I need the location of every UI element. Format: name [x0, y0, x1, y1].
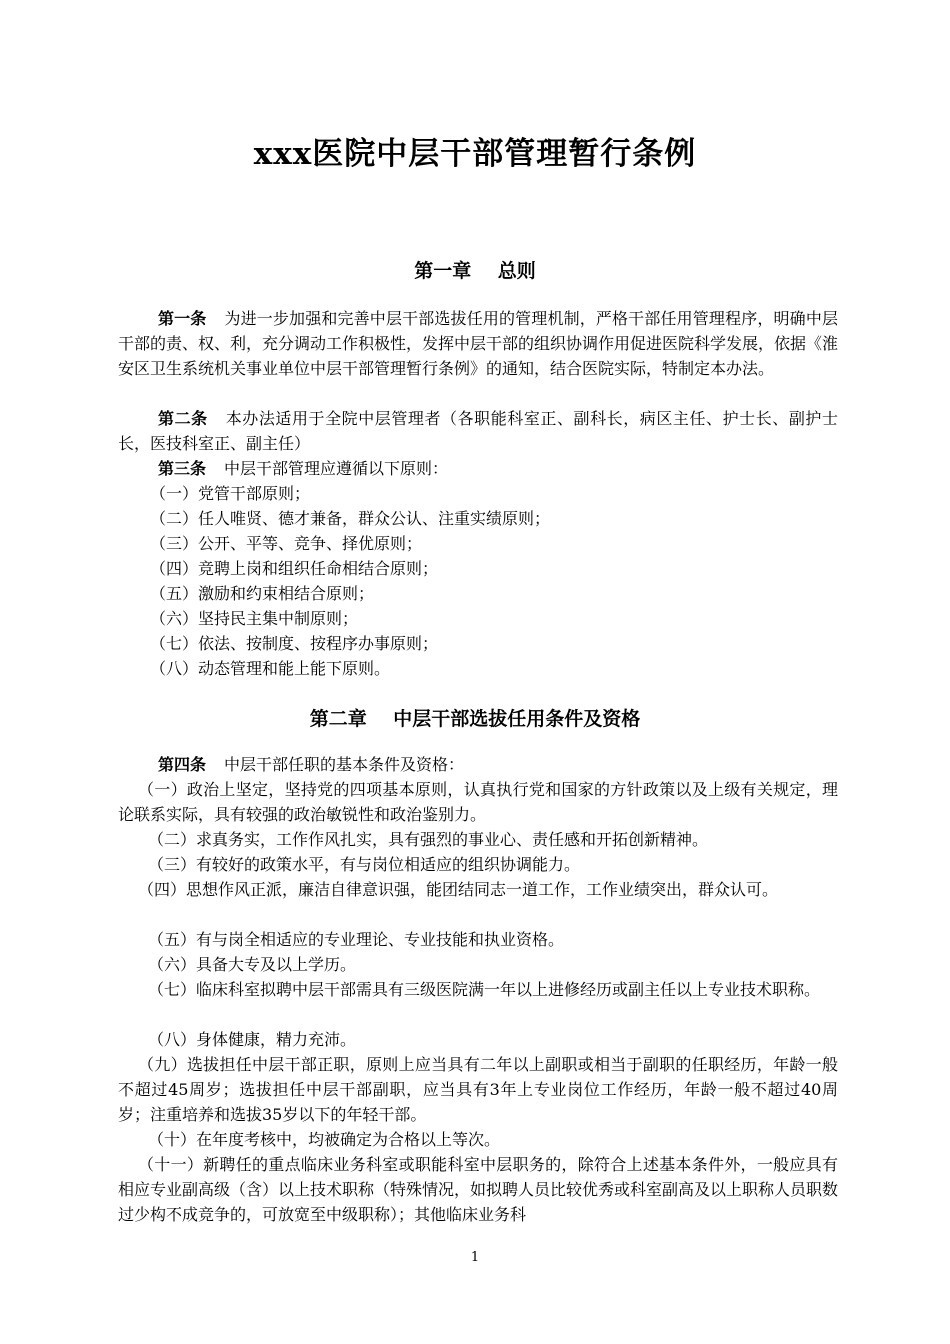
condition-item: （五）有与岗全相适应的专业理论、专业技能和执业资格。	[148, 930, 565, 949]
principle-item: （六）坚持民主集中制原则；	[150, 609, 359, 628]
article-4-label: 第四条	[158, 755, 207, 774]
condition-item: （十）在年度考核中，均被确定为合格以上等次。	[148, 1130, 501, 1149]
condition-item: （九）选拔担任中层干部正职，原则上应当具有二年以上副职或相当于副职的任职经历，年龄一般不超过45周岁；选拔担任中层干部副职，应当具有3年上专业岗位工作经历，年龄一般不超过40周岁；注重培养和选拔35岁以下的年轻干部。	[118, 1055, 838, 1124]
condition-item: （二）求真务实，工作作风扎实，具有强烈的事业心、责任感和开拓创新精神。	[148, 830, 709, 849]
article-1	[118, 306, 838, 381]
condition-item: （六）具备大专及以上学历。	[148, 955, 357, 974]
chapter-heading-2: 第二章 中层干部选拔任用条件及资格	[309, 708, 641, 730]
article-3	[118, 456, 838, 481]
condition-item: （十一）新聘任的重点临床业务科室或职能科室中层职务的，除符合上述基本条件外，一般应具有相应专业副高级（含）以上技术职称（特殊情况，如拟聘人员比较优秀或科室副高及以上职称人员职数过少构不成竞争的，可放宽至中级职称）；其他临床业务科	[118, 1155, 839, 1224]
article-2	[118, 406, 838, 456]
principle-item: （五）激励和约束相结合原则；	[150, 584, 375, 603]
page-number: 1	[470, 1250, 480, 1265]
condition-item: （七）临床科室拟聘中层干部需具有三级医院满一年以上进修经历或副主任以上专业技术职称。	[148, 980, 821, 999]
condition-item: （八）身体健康，精力充沛。	[148, 1030, 357, 1049]
principle-item: （二）任人唯贤、德才兼备，群众公认、注重实绩原则；	[150, 509, 551, 528]
article-3-label: 第三条	[158, 459, 207, 478]
principle-item: （八）动态管理和能上能下原则。	[150, 659, 391, 678]
article-2-text: 本办法适用于全院中层管理者（各职能科室正、副科长，病区主任、护士长、副护士长，医技科室正、副主任）	[118, 409, 838, 453]
article-3-text: 中层干部管理应遵循以下原则：	[224, 459, 449, 478]
condition-item: （一）政治上坚定，坚持党的四项基本原则，认真执行党和国家的方针政策以及上级有关规定，理论联系实际，具有较强的政治敏锐性和政治鉴别力。	[118, 780, 838, 824]
principle-item: （三）公开、平等、竞争、择优原则；	[150, 534, 423, 553]
document-title: xxx医院中层干部管理暂行条例	[253, 136, 697, 172]
chapter-heading-1: 第一章 总则	[414, 260, 536, 282]
article-4	[118, 752, 838, 777]
article-1-text: 为进一步加强和完善中层干部选拔任用的管理机制，严格干部任用管理程序，明确中层干部的责、权、利，充分调动工作积极性，发挥中层干部的组织协调作用促进医院科学发展，依据《淮安区卫生系统机关事业单位中层干部管理暂行条例》的通知，结合医院实际，特制定本办法。	[118, 309, 839, 378]
article-4-text: 中层干部任职的基本条件及资格：	[224, 755, 465, 774]
condition-item: （三）有较好的政策水平，有与岗位相适应的组织协调能力。	[148, 855, 581, 874]
principle-item: （一）党管干部原则；	[150, 484, 311, 503]
article-2-label: 第二条	[158, 409, 208, 428]
principle-item: （七）依法、按制度、按程序办事原则；	[150, 634, 439, 653]
principle-item: （四）竞聘上岗和组织任命相结合原则；	[150, 559, 439, 578]
article-1-label: 第一条	[158, 309, 207, 328]
condition-item: （四）思想作风正派，廉洁自律意识强，能团结同志一道工作，工作业绩突出，群众认可。	[138, 880, 779, 899]
